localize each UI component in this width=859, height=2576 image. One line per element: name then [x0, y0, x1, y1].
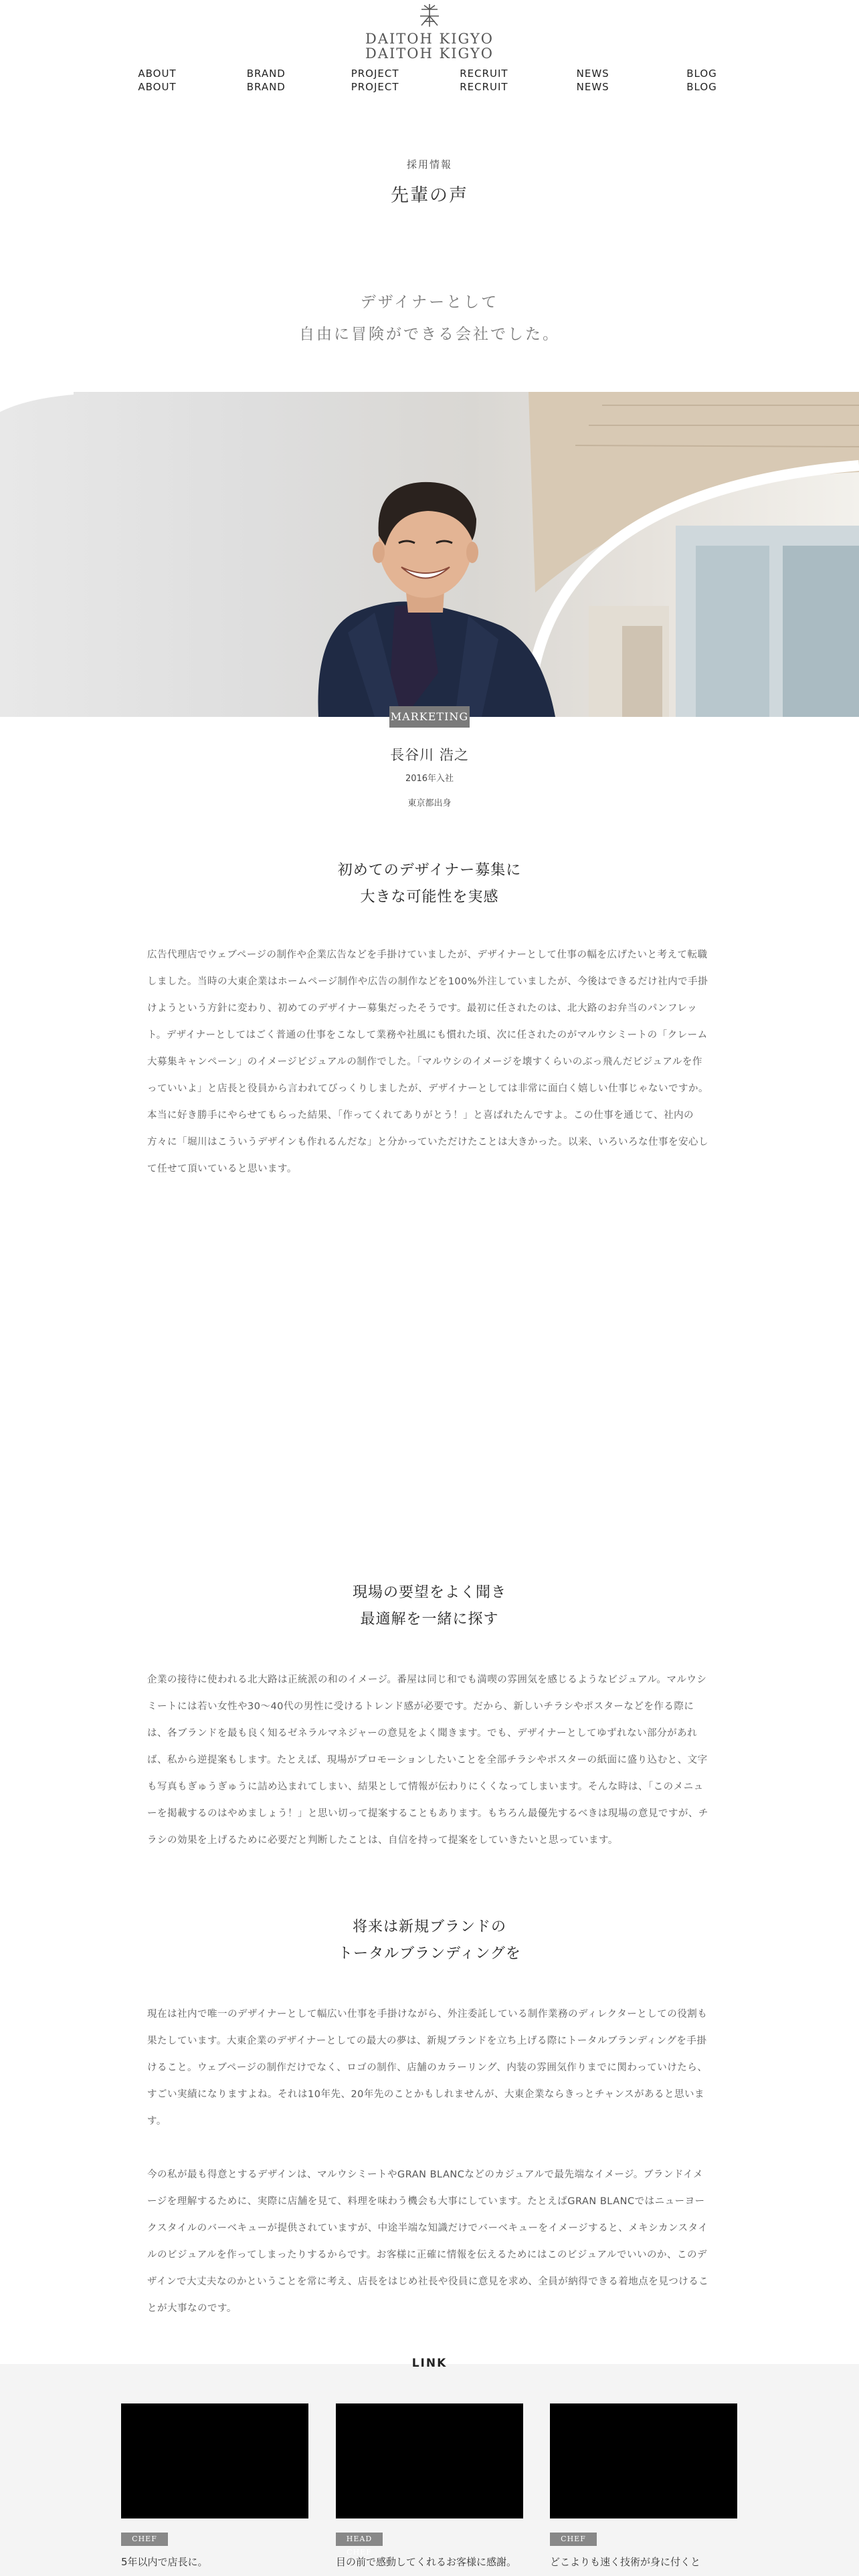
section-1-body: 広告代理店でウェブページの制作や企業広告などを手掛けていましたが、デザイナーとして仕事の幅を広げたいと考えて転職しました。当時の大東企業はホームページ制作や広告の制作などを100%外注していましたが、今後はできるだけ社内で手掛けようという方針に変わり、初めてのデザイナー募集だったそうです。最初に任されたのは、北大路のお弁当のパンフレット。デザイナーとしてはごく普通の仕事をこなして業務や社風にも慣れた頃、次に任されたのがマルウシミートの「クレーム大募集キャンペーン」のイメージビジュアルの制作でした。「マルウシのイメージを壊すくらいのぶっ飛んだビジュアルを作っていいよ」と店長と役員から言われてびっくりしましたが、デザイナーとしては非常に面白く嬉しい仕事じゃないですか。本当に好き勝手にやらせてもらった結果、「作ってくれてありがとう！」と喜ばれたんですよ。この仕事を通じて、社内の方々に「堀川はこういうデザインも作れるんだな」と分かっていただけたことは大きかった。以来、いろいろな仕事を安心して任せて頂いていると思います。: [147, 950, 708, 1174]
nav-news-label-hover: NEWS: [576, 81, 609, 93]
link-card-2-text[interactable]: 目の前で感動してくれるお客様に感謝。: [336, 2556, 517, 2568]
nav-recruit[interactable]: [447, 67, 520, 94]
nav-blog-label-hover: BLOG: [686, 81, 717, 93]
global-nav: [120, 67, 739, 94]
section-2-heading-line-1: 現場の要望をよく聞き: [352, 1584, 506, 1601]
nav-news[interactable]: [556, 67, 630, 94]
nav-brand-label-hover: BRAND: [246, 81, 286, 93]
nav-about-label: ABOUT: [138, 68, 177, 80]
section-3-body-2: 今の私が最も得意とするデザインは、マルウシミートやGRAN BLANCなどのカジュアルで最先端なイメージ。ブランドイメージを理解するために、実際に店舗を見て、料理を味わう機会も大事にしています。たとえばGRAN BLANCではニューヨークスタイルのバーベキューが提供されていますが、中途半端な知識だけでバーベキューをイメージすると、メキシカンスタイルのビジュアルを作ってしまったりするからです。お客様に正確に情報を伝えるためにはこのビジュアルでいいのか、このデザインで大丈夫なのかということを常に考え、店長をはじめ社長や役員に意見を求め、全員が納得できる着地点を見つけることが大事なのです。: [147, 2169, 709, 2314]
logo-text[interactable]: DAITOH KIGYO: [365, 31, 494, 47]
lead-line-2: 自由に冒険ができる会社でした。: [299, 326, 560, 343]
employee-joined: 2016年入社: [405, 774, 454, 784]
link-card-1[interactable]: [121, 2403, 308, 2568]
nav-project-label: PROJECT: [351, 68, 399, 80]
lead-line-1: デザイナーとして: [360, 294, 499, 311]
link-card-3-image[interactable]: [550, 2403, 737, 2518]
nav-project-label-hover: PROJECT: [351, 81, 399, 93]
link-card-3-tag: CHEF: [550, 2533, 597, 2546]
link-heading: LINK: [411, 2357, 448, 2370]
nav-project[interactable]: [339, 67, 412, 94]
link-card-1-text[interactable]: 5年以内で店長に。: [121, 2556, 208, 2568]
section-3-body: 現在は社内で唯一のデザイナーとして幅広い仕事を手掛けながら、外注委託している制作業務のディレクターとしての役割も果たしています。大東企業のデザイナーとしての最大の夢は、新規ブランドを立ち上げる際にトータルブランディングを手掛けること。ウェブページの制作だけでなく、ロゴの制作、店舗のカラーリング、内装の雰囲気作りまでに関わっていけたら、すごい実績になりますよね。それは10年先、20年先のことかもしれませんが、大東企業ならきっとチャンスがあると思います。: [147, 2009, 708, 2127]
section-1-heading-line-1: 初めてのデザイナー募集に: [337, 862, 522, 879]
section-2-heading-line-2: 最適解を一緒に探す: [360, 1611, 499, 1628]
nav-about-label-hover: ABOUT: [138, 81, 177, 93]
link-card-2-tag: HEAD CHEF: [336, 2533, 383, 2546]
link-card-2[interactable]: [336, 2403, 523, 2568]
nav-blog[interactable]: [665, 67, 739, 94]
nav-about[interactable]: [120, 67, 194, 94]
nav-news-label: NEWS: [576, 68, 609, 80]
nav-blog-label: BLOG: [686, 68, 717, 80]
section-2-body: 企業の接待に使われる北大路は正統派の和のイメージ。番屋は同じ和でも満喫の雰囲気を感じるようなビジュアル。マルウシミートには若い女性や30〜40代の男性に受けるトレンド感が必要です。だから、新しいチラシやポスターなどを作る際には、各ブランドを最も良く知るゼネラルマネジャーの意見をよく聞きます。でも、デザイナーとしてゆずれない部分があれば、私から逆提案もします。たとえば、現場がプロモーションしたいことを全部チラシやポスターの紙面に盛り込むと、文字も写真もぎゅうぎゅうに詰め込まれてしまい、結果として情報が伝わりにくくなってしまいます。そんな時は、「このメニューを掲載するのはやめましょう！」と思い切って提案することもあります。もちろん最優先するべきは現場の意見ですが、チラシの効果を上げるために必要だと判断したことは、自信を持って提案をしていきたいと思っています。: [147, 1675, 708, 1846]
logo-icon[interactable]: [416, 3, 443, 28]
nav-brand-label: BRAND: [246, 68, 286, 80]
nav-recruit-label-hover: RECRUIT: [460, 81, 508, 93]
department-badge: MARKETING: [389, 706, 470, 728]
link-card-1-image[interactable]: [121, 2403, 308, 2518]
section-1-heading-line-2: 大きな可能性を実感: [360, 889, 499, 905]
nav-recruit-label: RECRUIT: [460, 68, 508, 80]
link-card-3-text[interactable]: どこよりも速く技術が身に付くと: [550, 2556, 701, 2568]
hero-photo: [0, 392, 859, 717]
employee-origin: 東京都出身: [407, 798, 452, 809]
employee-name: 長谷川 浩之: [390, 747, 469, 763]
logo-text-hover: DAITOH KIGYO: [365, 45, 494, 62]
section-3-heading-line-1: 将来は新規ブランドの: [352, 1919, 506, 1935]
page-title: 先輩の声: [391, 185, 468, 206]
section-label: 採用情報: [406, 158, 452, 171]
hero-illustration: [0, 392, 859, 717]
link-card-1-tag: CHEF: [121, 2533, 168, 2546]
link-card-3[interactable]: [550, 2403, 737, 2568]
nav-brand[interactable]: [229, 67, 303, 94]
link-card-2-image[interactable]: [336, 2403, 523, 2518]
section-3-heading-line-2: トータルブランディングを: [338, 1945, 521, 1962]
